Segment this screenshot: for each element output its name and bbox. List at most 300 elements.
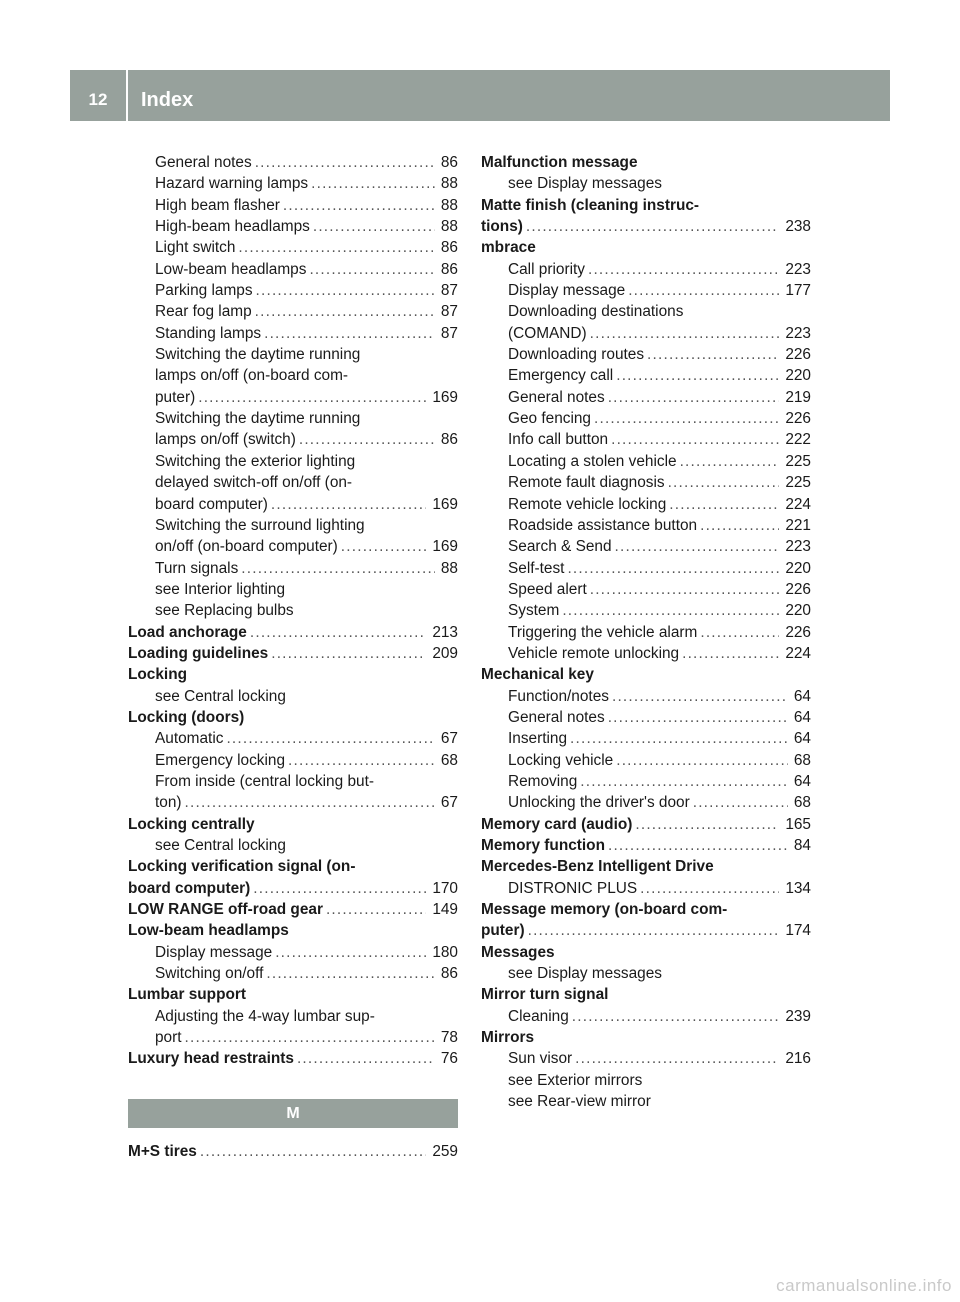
page-reference[interactable]: 226 [785, 580, 811, 598]
dot-leader [271, 643, 426, 664]
entry-text: LOW RANGE off-road gear [128, 901, 323, 919]
entry-text: Switching on/off [155, 965, 264, 983]
entry-text: Malfunction message [481, 154, 638, 171]
dot-leader [580, 771, 788, 792]
entry-text: High beam flasher [155, 196, 280, 214]
index-subentry[interactable] [481, 579, 811, 600]
entry-text: Matte finish (cleaning instruc- [481, 196, 700, 214]
entry-text: see Central locking [155, 837, 286, 854]
index-subentry[interactable] [481, 429, 811, 450]
entry-text: Display message [155, 943, 273, 961]
page-reference[interactable]: 84 [793, 837, 811, 854]
index-subentry[interactable] [128, 152, 458, 173]
index-term [128, 664, 458, 685]
index-subentry [128, 835, 458, 856]
index-subentry[interactable] [128, 494, 458, 515]
entry-text: Memory card (audio) [481, 815, 633, 833]
dot-leader [570, 728, 788, 749]
index-subentry[interactable] [481, 536, 811, 557]
index-subentry[interactable] [128, 963, 458, 984]
index-term [481, 152, 811, 173]
dot-leader [200, 1141, 426, 1162]
page-header [70, 70, 890, 121]
page-reference[interactable]: 169 [432, 538, 458, 556]
index-subentry [128, 771, 458, 792]
dot-leader [616, 365, 779, 386]
page-reference[interactable]: 134 [785, 879, 811, 897]
page-reference[interactable]: 216 [785, 1050, 811, 1068]
index-subentry[interactable] [481, 878, 811, 899]
entry-text: Messages [481, 943, 555, 961]
dot-leader [594, 408, 779, 429]
page-reference[interactable]: 64 [793, 730, 811, 748]
dot-leader [255, 301, 435, 322]
dot-leader [341, 536, 427, 557]
page-reference[interactable]: 226 [785, 410, 811, 428]
index-subentry[interactable] [128, 942, 458, 963]
index-term [128, 814, 458, 835]
entry-text: (COMAND) [508, 324, 587, 342]
index-subentry[interactable] [481, 792, 811, 813]
entry-text: Sun visor [508, 1050, 573, 1068]
index-term[interactable] [481, 920, 811, 941]
index-subentry[interactable] [128, 792, 458, 813]
dot-leader [283, 195, 435, 216]
page-reference[interactable]: 88 [440, 175, 458, 193]
page-number: 12 [88, 90, 108, 109]
page-reference[interactable]: 223 [785, 538, 811, 556]
index-subentry[interactable] [128, 387, 458, 408]
page-reference[interactable]: 88 [440, 559, 458, 577]
page-reference[interactable]: 67 [440, 730, 458, 748]
entry-text: see Interior lighting [155, 580, 286, 598]
index-subentry[interactable] [481, 494, 811, 515]
index-subentry[interactable] [481, 643, 811, 664]
entry-text: Geo fencing [508, 410, 591, 428]
entry-text: System [508, 602, 560, 620]
dot-leader [309, 259, 434, 280]
index-subentry[interactable] [481, 259, 811, 280]
index-term[interactable] [128, 1141, 458, 1162]
page-reference[interactable]: 64 [793, 708, 811, 726]
page-reference[interactable]: 68 [440, 751, 458, 769]
entry-text: mbrace [481, 239, 536, 257]
entry-text: Message memory (on-board com- [481, 901, 728, 919]
page-reference[interactable]: 68 [793, 751, 811, 769]
page-reference[interactable]: 87 [440, 282, 458, 300]
index-subentry[interactable] [481, 280, 811, 301]
index-subentry [128, 1006, 458, 1027]
letter-section-header: M [128, 1099, 458, 1128]
dot-leader [288, 750, 435, 771]
entry-text: Locating a stolen vehicle [508, 452, 677, 470]
dot-leader [700, 515, 779, 536]
dot-leader [572, 1006, 780, 1027]
entry-text: Loading guidelines [128, 644, 269, 662]
entry-text: Remote vehicle locking [508, 495, 667, 513]
page-reference[interactable]: 219 [785, 388, 811, 406]
entry-text: General notes [155, 154, 252, 171]
page-reference[interactable]: 87 [440, 324, 458, 342]
index-subentry[interactable] [481, 387, 811, 408]
entry-text: Luxury head restraints [128, 1050, 294, 1068]
entry-text: Downloading routes [508, 346, 645, 364]
page-reference[interactable]: 86 [440, 965, 458, 983]
entry-text: Remote fault diagnosis [508, 474, 665, 492]
index-term[interactable] [128, 899, 458, 920]
dot-leader [640, 878, 779, 899]
entry-text: M+S tires [128, 1142, 197, 1160]
dot-leader [313, 216, 435, 237]
entry-text: Mirrors [481, 1029, 535, 1047]
entry-text: port [155, 1029, 182, 1047]
entry-text: Standing lamps [155, 324, 262, 342]
index-subentry[interactable] [128, 259, 458, 280]
entry-text: see Central locking [155, 687, 286, 705]
entry-text: puter) [481, 922, 525, 940]
entry-text: lamps on/off (switch) [155, 431, 296, 449]
entry-text: Call priority [508, 260, 585, 278]
entry-text: see Display messages [508, 175, 662, 193]
page-reference[interactable]: 239 [785, 1007, 811, 1025]
dot-leader [680, 451, 780, 472]
dot-leader [266, 963, 435, 984]
index-term [481, 899, 811, 920]
index-subentry[interactable] [128, 1027, 458, 1048]
index-term [481, 984, 811, 1005]
index-subentry [128, 579, 458, 600]
entry-text: Low-beam headlamps [128, 922, 289, 940]
dot-leader [326, 899, 426, 920]
entry-text: Function/notes [508, 687, 609, 705]
dot-leader [669, 494, 779, 515]
index-term [481, 195, 811, 216]
index-term [481, 856, 811, 877]
page-reference[interactable]: 225 [785, 452, 811, 470]
entry-text: Inserting [508, 730, 568, 748]
index-column-right [481, 152, 811, 1112]
entry-text: ton) [155, 794, 182, 812]
entry-text: Switching the daytime running [155, 346, 361, 364]
page-reference[interactable]: 170 [432, 879, 458, 897]
entry-text: board computer) [128, 879, 251, 897]
dot-leader [311, 173, 435, 194]
page-reference[interactable]: 88 [440, 196, 458, 214]
index-subentry[interactable] [481, 622, 811, 643]
dot-leader [590, 323, 780, 344]
entry-text: General notes [508, 388, 605, 406]
index-subentry[interactable] [481, 1048, 811, 1069]
dot-leader [185, 792, 435, 813]
entry-text: High-beam headlamps [155, 218, 310, 236]
index-subentry[interactable] [481, 750, 811, 771]
dot-leader [198, 387, 426, 408]
entry-text: board computer) [155, 495, 268, 513]
index-subentry[interactable] [128, 536, 458, 557]
page-reference[interactable]: 209 [432, 644, 458, 662]
entry-text: Self-test [508, 559, 565, 577]
dot-leader [615, 536, 780, 557]
entry-text: Vehicle remote unlocking [508, 644, 680, 662]
index-subentry[interactable] [481, 472, 811, 493]
dot-leader [528, 920, 780, 941]
entry-text: Locking (doors) [128, 708, 245, 726]
index-subentry[interactable] [128, 301, 458, 322]
entry-text: Mechanical key [481, 666, 594, 684]
page-reference[interactable]: 165 [785, 815, 811, 833]
dot-leader [628, 280, 779, 301]
entry-text: General notes [508, 708, 605, 726]
entry-text: lamps on/off (on-board com- [155, 367, 349, 385]
dot-leader [264, 323, 435, 344]
index-subentry [128, 686, 458, 707]
page-reference[interactable]: 213 [432, 623, 458, 641]
index-term [481, 237, 811, 258]
entry-text: Hazard warning lamps [155, 175, 309, 193]
page-reference[interactable]: 86 [440, 260, 458, 278]
entry-text: From inside (central locking but- [155, 772, 374, 790]
entry-text: Switching the surround lighting [155, 516, 365, 534]
dot-leader [647, 344, 779, 365]
index-subentry[interactable] [481, 323, 811, 344]
index-term[interactable] [481, 814, 811, 835]
page-reference[interactable]: 223 [785, 260, 811, 278]
index-term[interactable] [128, 878, 458, 899]
dot-leader [611, 429, 779, 450]
index-subentry[interactable] [481, 408, 811, 429]
page-reference[interactable]: 87 [440, 303, 458, 321]
page-reference[interactable]: 86 [440, 154, 458, 171]
index-subentry [481, 1091, 811, 1112]
dot-leader [668, 472, 780, 493]
page-reference[interactable]: 67 [440, 794, 458, 812]
index-term[interactable] [481, 835, 811, 856]
index-subentry[interactable] [481, 558, 811, 579]
dot-leader [700, 622, 779, 643]
entry-text: Locking [128, 666, 187, 684]
page-reference[interactable]: 169 [432, 495, 458, 513]
dot-leader [567, 558, 779, 579]
index-term [128, 707, 458, 728]
entry-text: Memory function [481, 837, 605, 854]
index-term [481, 664, 811, 685]
dot-leader [256, 280, 435, 301]
page-reference[interactable]: 223 [785, 324, 811, 342]
dot-leader [635, 814, 779, 835]
dot-leader [299, 429, 435, 450]
page-reference[interactable]: 238 [785, 218, 811, 236]
index-subentry[interactable] [128, 280, 458, 301]
index-subentry [128, 365, 458, 386]
index-subentry [128, 515, 458, 536]
dot-leader [608, 707, 788, 728]
page-reference[interactable]: 220 [785, 559, 811, 577]
index-term[interactable] [128, 1048, 458, 1069]
page-reference[interactable]: 78 [440, 1029, 458, 1047]
entry-text: Low-beam headlamps [155, 260, 307, 278]
dot-leader [575, 1048, 779, 1069]
index-subentry[interactable] [481, 344, 811, 365]
page-reference[interactable]: 180 [432, 943, 458, 961]
index-subentry[interactable] [481, 707, 811, 728]
dot-leader [255, 152, 435, 173]
dot-leader [271, 494, 426, 515]
index-term[interactable] [481, 216, 811, 237]
index-subentry[interactable] [128, 237, 458, 258]
entry-text: Mirror turn signal [481, 986, 609, 1004]
index-term [481, 942, 811, 963]
index-subentry [481, 173, 811, 194]
page-reference[interactable]: 225 [785, 474, 811, 492]
index-subentry[interactable] [128, 750, 458, 771]
dot-leader [238, 237, 434, 258]
index-term [128, 856, 458, 877]
index-subentry [128, 451, 458, 472]
index-subentry[interactable] [128, 195, 458, 216]
entry-text: Emergency locking [155, 751, 286, 769]
index-subentry[interactable] [481, 1006, 811, 1027]
dot-leader [588, 259, 779, 280]
entry-text: puter) [155, 388, 196, 406]
index-subentry[interactable] [128, 216, 458, 237]
index-subentry[interactable] [481, 451, 811, 472]
page-reference[interactable]: 64 [793, 687, 811, 705]
entry-text: Locking centrally [128, 815, 255, 833]
entry-text: Switching the exterior lighting [155, 452, 356, 470]
entry-text: Automatic [155, 730, 224, 748]
page-reference[interactable]: 220 [785, 367, 811, 385]
dot-leader [253, 878, 426, 899]
index-subentry [128, 408, 458, 429]
page-reference[interactable]: 222 [785, 431, 811, 449]
page-reference[interactable]: 177 [785, 282, 811, 300]
dot-leader [185, 1027, 435, 1048]
dot-leader [682, 643, 779, 664]
dot-leader [526, 216, 779, 237]
dot-leader [590, 579, 780, 600]
index-subentry[interactable] [481, 600, 811, 621]
page-reference[interactable]: 174 [785, 922, 811, 940]
index-term[interactable] [128, 643, 458, 664]
dot-leader [275, 942, 426, 963]
page-reference[interactable]: 169 [432, 388, 458, 406]
index-subentry [128, 600, 458, 621]
page-reference[interactable]: 68 [793, 794, 811, 812]
entry-text: Removing [508, 772, 578, 790]
index-subentry[interactable] [128, 323, 458, 344]
dot-leader [241, 558, 435, 579]
entry-text: Switching the daytime running [155, 410, 361, 428]
dot-leader [608, 387, 780, 408]
page-reference[interactable]: 76 [440, 1050, 458, 1068]
index-subentry[interactable] [128, 558, 458, 579]
entry-text: Adjusting the 4-way lumbar sup- [155, 1007, 375, 1025]
dot-leader [562, 600, 779, 621]
page-reference[interactable]: 64 [793, 772, 811, 790]
entry-text: tions) [481, 218, 523, 236]
entry-text: Display message [508, 282, 626, 300]
page-reference[interactable]: 221 [785, 516, 811, 534]
entry-text: Info call button [508, 431, 609, 449]
index-subentry[interactable] [128, 173, 458, 194]
page-reference[interactable]: 259 [432, 1142, 458, 1160]
dot-leader [612, 686, 788, 707]
index-subentry[interactable] [481, 686, 811, 707]
entry-text: delayed switch-off on/off (on- [155, 474, 353, 492]
watermark: carmanualsonline.info [776, 1276, 952, 1295]
index-subentry [481, 1070, 811, 1091]
entry-text: see Exterior mirrors [508, 1071, 643, 1089]
entry-text: see Rear-view mirror [508, 1093, 651, 1111]
entry-text: Locking verification signal (on- [128, 858, 356, 876]
dot-leader [250, 622, 426, 643]
entry-text: Downloading destinations [508, 303, 684, 321]
page-reference[interactable]: 220 [785, 602, 811, 620]
header-divider [126, 70, 128, 121]
index-subentry[interactable] [128, 728, 458, 749]
index-subentry[interactable] [481, 728, 811, 749]
entry-text: Locking vehicle [508, 751, 614, 769]
index-subentry [128, 472, 458, 493]
entry-text: Unlocking the driver's door [508, 794, 690, 812]
index-term [481, 1027, 811, 1048]
dot-leader [297, 1048, 435, 1069]
index-subentry[interactable] [481, 365, 811, 386]
entry-text: Load anchorage [128, 623, 247, 641]
index-subentry [128, 344, 458, 365]
entry-text: Cleaning [508, 1007, 569, 1025]
dot-leader [226, 728, 434, 749]
entry-text: Speed alert [508, 580, 587, 598]
page-reference[interactable]: 86 [440, 431, 458, 449]
page-reference[interactable]: 226 [785, 623, 811, 641]
dot-leader [608, 835, 788, 856]
page-reference[interactable]: 88 [440, 218, 458, 236]
entry-text: Triggering the vehicle alarm [508, 623, 698, 641]
index-term [128, 920, 458, 941]
page-reference[interactable]: 224 [785, 495, 811, 513]
index-subentry[interactable] [481, 771, 811, 792]
section-title: Index [141, 89, 194, 111]
dot-leader [693, 792, 788, 813]
entry-text: Parking lamps [155, 282, 253, 300]
index-subentry[interactable] [481, 515, 811, 536]
page-reference[interactable]: 224 [785, 644, 811, 662]
index-term [128, 984, 458, 1005]
entry-text: Lumbar support [128, 986, 246, 1004]
index-subentry [481, 301, 811, 322]
index-column-left [128, 152, 458, 1162]
index-subentry[interactable] [128, 429, 458, 450]
entry-text: Rear fog lamp [155, 303, 252, 321]
entry-text: see Display messages [508, 965, 662, 983]
entry-text: Mercedes-Benz Intelligent Drive [481, 858, 714, 876]
entry-text: see Replacing bulbs [155, 602, 294, 620]
entry-text: Emergency call [508, 367, 614, 385]
page-reference[interactable]: 226 [785, 346, 811, 364]
index-term[interactable] [128, 622, 458, 643]
index-subentry [481, 963, 811, 984]
dot-leader [616, 750, 788, 771]
page-reference[interactable]: 149 [432, 901, 458, 919]
entry-text: on/off (on-board computer) [155, 538, 338, 556]
entry-text: DISTRONIC PLUS [508, 879, 638, 897]
entry-text: Search & Send [508, 538, 612, 556]
entry-text: Turn signals [155, 559, 239, 577]
entry-text: Light switch [155, 239, 236, 257]
page-reference[interactable]: 86 [440, 239, 458, 257]
entry-text: Roadside assistance button [508, 516, 698, 534]
